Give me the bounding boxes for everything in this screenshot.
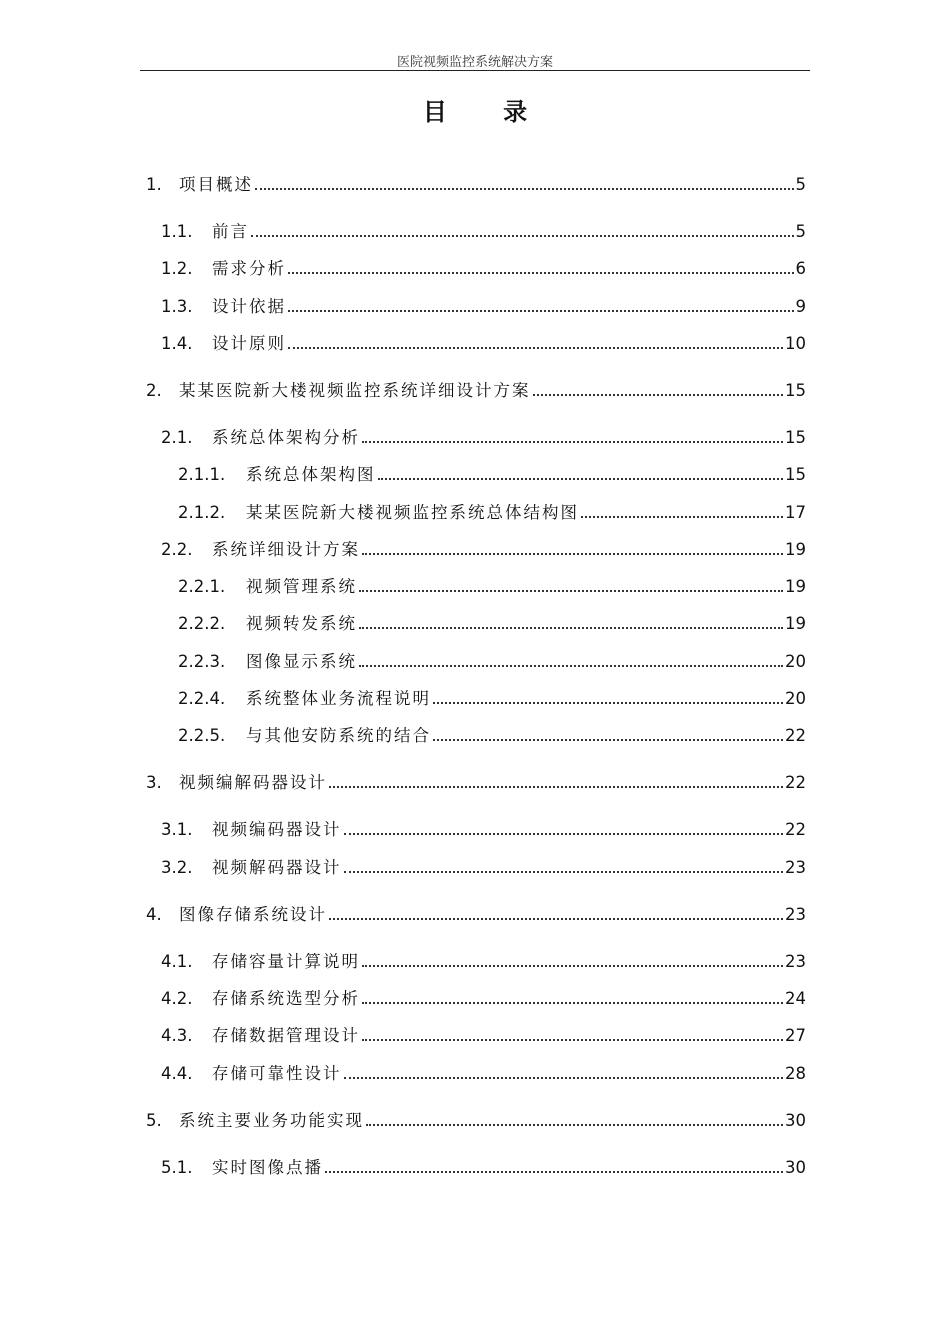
toc-entry-page: 20: [785, 652, 806, 671]
toc-entry[interactable]: [161, 986, 806, 1010]
toc-entry[interactable]: [161, 331, 806, 355]
toc-entry[interactable]: [178, 500, 806, 524]
toc-entry-page: 22: [785, 726, 806, 745]
toc-dot-leader: [255, 188, 794, 190]
toc-entry-number: 2.2.3.: [178, 652, 226, 671]
toc-dot-leader: [344, 1077, 784, 1079]
toc-entry-number: 1.3.: [161, 297, 193, 316]
toc-entry-page: 23: [785, 905, 806, 924]
toc-dot-leader: [378, 478, 784, 480]
toc-entry[interactable]: [161, 1155, 806, 1179]
toc-entry-title: 前言: [212, 222, 249, 241]
toc-dot-leader: [362, 1002, 783, 1004]
toc-entry-number: 5.: [146, 1111, 162, 1130]
toc-dot-leader: [581, 516, 783, 518]
toc-entry-title: 设计依据: [212, 297, 286, 316]
toc-entry-page: 24: [785, 989, 806, 1008]
toc-entry-number: 4.4.: [161, 1064, 193, 1083]
toc-entry[interactable]: [178, 686, 806, 710]
toc-entry[interactable]: [178, 462, 806, 486]
toc-title: 目 录: [422, 98, 552, 126]
toc-dot-leader: [329, 918, 783, 920]
toc-entry-page: 23: [785, 858, 806, 877]
toc-entry-page: 19: [785, 577, 806, 596]
toc-entry-number: 2.1.1.: [178, 465, 226, 484]
toc-dot-leader: [288, 310, 794, 312]
toc-entry-page: 17: [785, 503, 806, 522]
toc-dot-leader: [362, 965, 783, 967]
toc-entry[interactable]: [178, 611, 806, 635]
toc-entry-title: 视频编解码器设计: [179, 773, 327, 792]
toc-entry-number: 2.2.: [161, 540, 193, 559]
toc-entry-page: 19: [785, 540, 806, 559]
toc-dot-leader: [366, 1124, 783, 1126]
toc-entry-title: 某某医院新大楼视频监控系统详细设计方案: [179, 381, 531, 400]
toc-entry[interactable]: [146, 378, 806, 402]
toc-dot-leader: [344, 833, 784, 835]
toc-entry[interactable]: [161, 294, 806, 318]
toc-entry-page: 30: [785, 1158, 806, 1177]
toc-entry[interactable]: [178, 574, 806, 598]
toc-entry-number: 3.: [146, 773, 162, 792]
toc-entry-page: 22: [785, 820, 806, 839]
toc-entry-title: 设计原则: [212, 334, 286, 353]
toc-entry-number: 4.3.: [161, 1026, 193, 1045]
toc-dot-leader: [329, 786, 783, 788]
toc-entry-title: 系统总体架构分析: [212, 428, 360, 447]
toc-entry-number: 2.1.2.: [178, 503, 226, 522]
toc-entry-page: 6: [795, 259, 806, 278]
toc-entry-page: 23: [785, 952, 806, 971]
toc-entry-page: 15: [785, 428, 806, 447]
toc-entry-page: 5: [795, 175, 806, 194]
toc-entry-number: 1.1.: [161, 222, 193, 241]
toc-entry[interactable]: [161, 817, 806, 841]
toc-entry-number: 2.2.5.: [178, 726, 226, 745]
toc-entry-page: 10: [785, 334, 806, 353]
toc-entry-title: 实时图像点播: [212, 1158, 323, 1177]
toc-entry-page: 22: [785, 773, 806, 792]
toc-dot-leader: [433, 702, 783, 704]
toc-entry-page: 28: [785, 1064, 806, 1083]
toc-entry[interactable]: [146, 172, 806, 196]
toc-dot-leader: [359, 590, 783, 592]
page-header: 医院视频监控系统解决方案: [140, 56, 810, 71]
toc-entry-page: 9: [795, 297, 806, 316]
toc-entry[interactable]: [161, 1023, 806, 1047]
toc-entry-title: 存储可靠性设计: [212, 1064, 342, 1083]
toc-entry-number: 4.: [146, 905, 162, 924]
toc-entry-number: 3.2.: [161, 858, 193, 877]
toc-entry[interactable]: [161, 425, 806, 449]
toc-dot-leader: [288, 347, 783, 349]
toc-entry-title: 系统详细设计方案: [212, 540, 360, 559]
toc-entry-title: 需求分析: [212, 259, 286, 278]
toc-dot-leader: [362, 1039, 783, 1041]
toc-entry-page: 20: [785, 689, 806, 708]
toc-entry[interactable]: [161, 537, 806, 561]
toc-entry-number: 1.4.: [161, 334, 193, 353]
toc-dot-leader: [359, 665, 783, 667]
toc-entry-number: 5.1.: [161, 1158, 193, 1177]
toc-entry[interactable]: [146, 770, 806, 794]
toc-entry-number: 2.: [146, 381, 162, 400]
toc-entry[interactable]: [146, 1108, 806, 1132]
toc-entry-title: 视频转发系统: [246, 614, 357, 633]
toc-entry-page: 5: [795, 222, 806, 241]
toc-entry-page: 15: [785, 381, 806, 400]
toc-dot-leader: [344, 871, 784, 873]
toc-entry-page: 30: [785, 1111, 806, 1130]
toc-entry[interactable]: [161, 219, 806, 243]
toc-entry-title: 与其他安防系统的结合: [246, 726, 431, 745]
toc-entry[interactable]: [161, 949, 806, 973]
toc-entry-number: 4.2.: [161, 989, 193, 1008]
toc-entry[interactable]: [161, 256, 806, 280]
toc-entry-title: 系统总体架构图: [246, 465, 376, 484]
toc-entry-title: 项目概述: [179, 175, 253, 194]
toc-entry-number: 2.2.4.: [178, 689, 226, 708]
toc-dot-leader: [288, 272, 794, 274]
toc-entry[interactable]: [146, 902, 806, 926]
toc-entry-title: 存储系统选型分析: [212, 989, 360, 1008]
toc-entry-title: 图像显示系统: [246, 652, 357, 671]
toc-dot-leader: [362, 553, 783, 555]
toc-entry-number: 2.2.1.: [178, 577, 226, 596]
toc-dot-leader: [362, 441, 783, 443]
toc-entry-title: 视频管理系统: [246, 577, 357, 596]
toc-dot-leader: [359, 627, 783, 629]
toc-entry-number: 4.1.: [161, 952, 193, 971]
toc-entry[interactable]: [161, 1061, 806, 1085]
toc-entry[interactable]: [161, 855, 806, 879]
toc-entry-title: 某某医院新大楼视频监控系统总体结构图: [246, 503, 579, 522]
toc-entry-number: 2.1.: [161, 428, 193, 447]
toc-entry-page: 15: [785, 465, 806, 484]
toc-dot-leader: [433, 739, 783, 741]
toc-entry-title: 存储容量计算说明: [212, 952, 360, 971]
toc-entry[interactable]: [178, 649, 806, 673]
toc-entry-title: 视频编码器设计: [212, 820, 342, 839]
toc-dot-leader: [251, 235, 794, 237]
toc-entry-number: 1.2.: [161, 259, 193, 278]
toc-entry-number: 3.1.: [161, 820, 193, 839]
toc-entry-page: 19: [785, 614, 806, 633]
toc-entry[interactable]: [178, 723, 806, 747]
toc-dot-leader: [533, 394, 784, 396]
toc-entry-page: 27: [785, 1026, 806, 1045]
toc-entry-number: 1.: [146, 175, 162, 194]
toc-dot-leader: [325, 1171, 783, 1173]
toc-entry-title: 视频解码器设计: [212, 858, 342, 877]
toc-entry-title: 系统整体业务流程说明: [246, 689, 431, 708]
toc-entry-number: 2.2.2.: [178, 614, 226, 633]
toc-entry-title: 存储数据管理设计: [212, 1026, 360, 1045]
toc-entry-title: 图像存储系统设计: [179, 905, 327, 924]
toc-entry-title: 系统主要业务功能实现: [179, 1111, 364, 1130]
